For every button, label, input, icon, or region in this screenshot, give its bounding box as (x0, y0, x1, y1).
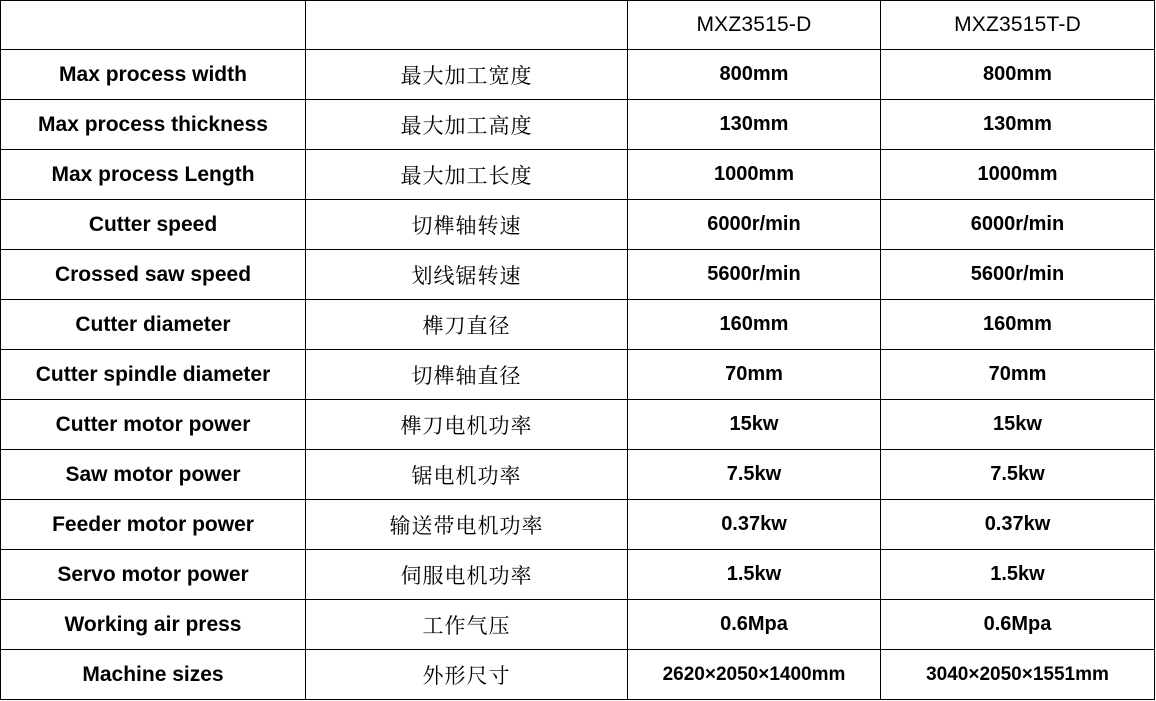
spec-name-cn: 划线锯转速 (306, 250, 628, 300)
value-model-2: 15kw (881, 400, 1155, 450)
table-row (1, 50, 1155, 100)
value-model-1: 1000mm (628, 150, 881, 200)
table-row (1, 500, 1155, 550)
table-row (1, 100, 1155, 150)
spec-name-en: Working air press (1, 600, 306, 650)
value-model-1: 130mm (628, 100, 881, 150)
value-model-1: 160mm (628, 300, 881, 350)
value-model-2: 800mm (881, 50, 1155, 100)
spec-name-en: Cutter motor power (1, 400, 306, 450)
value-model-2: 0.6Mpa (881, 600, 1155, 650)
spec-name-en: Max process Length (1, 150, 306, 200)
spec-name-cn: 榫刀直径 (306, 300, 628, 350)
value-model-2: 7.5kw (881, 450, 1155, 500)
spec-name-cn: 榫刀电机功率 (306, 400, 628, 450)
spec-name-cn: 输送带电机功率 (306, 500, 628, 550)
value-model-2: 1.5kw (881, 550, 1155, 600)
spec-name-en: Feeder motor power (1, 500, 306, 550)
value-model-1: 15kw (628, 400, 881, 450)
spec-name-cn: 工作气压 (306, 600, 628, 650)
table-row (1, 450, 1155, 500)
header-model-1: MXZ3515-D (628, 1, 881, 50)
table-row (1, 150, 1155, 200)
spec-name-en: Max process width (1, 50, 306, 100)
spec-name-cn: 外形尺寸 (306, 650, 628, 700)
table-header-row (1, 1, 1155, 50)
value-model-2: 130mm (881, 100, 1155, 150)
spec-name-en: Cutter diameter (1, 300, 306, 350)
spec-name-cn: 切榫轴转速 (306, 200, 628, 250)
value-model-1: 7.5kw (628, 450, 881, 500)
spec-name-en: Max process thickness (1, 100, 306, 150)
spec-name-cn: 锯电机功率 (306, 450, 628, 500)
value-model-2: 160mm (881, 300, 1155, 350)
value-model-1: 0.6Mpa (628, 600, 881, 650)
table-row (1, 600, 1155, 650)
header-model-2: MXZ3515T-D (881, 1, 1155, 50)
spec-name-cn: 最大加工长度 (306, 150, 628, 200)
table-row (1, 200, 1155, 250)
spec-name-cn: 切榫轴直径 (306, 350, 628, 400)
header-spec-en (1, 1, 306, 50)
spec-name-en: Saw motor power (1, 450, 306, 500)
spec-name-en: Machine sizes (1, 650, 306, 700)
table-row (1, 550, 1155, 600)
spec-name-cn: 最大加工高度 (306, 100, 628, 150)
value-model-2: 5600r/min (881, 250, 1155, 300)
value-model-1: 0.37kw (628, 500, 881, 550)
value-model-2: 0.37kw (881, 500, 1155, 550)
header-spec-cn (306, 1, 628, 50)
spec-name-en: Crossed saw speed (1, 250, 306, 300)
value-model-2: 6000r/min (881, 200, 1155, 250)
value-model-1: 5600r/min (628, 250, 881, 300)
table-row (1, 350, 1155, 400)
spec-name-en: Cutter speed (1, 200, 306, 250)
value-model-1: 800mm (628, 50, 881, 100)
value-model-1: 1.5kw (628, 550, 881, 600)
spec-name-cn: 最大加工宽度 (306, 50, 628, 100)
value-model-2: 3040×2050×1551mm (881, 650, 1155, 700)
value-model-1: 70mm (628, 350, 881, 400)
table-row (1, 650, 1155, 700)
table-row (1, 300, 1155, 350)
value-model-1: 6000r/min (628, 200, 881, 250)
table-row (1, 400, 1155, 450)
table-row (1, 250, 1155, 300)
value-model-1: 2620×2050×1400mm (628, 650, 881, 700)
spec-name-en: Cutter spindle diameter (1, 350, 306, 400)
value-model-2: 70mm (881, 350, 1155, 400)
value-model-2: 1000mm (881, 150, 1155, 200)
spec-name-en: Servo motor power (1, 550, 306, 600)
spec-name-cn: 伺服电机功率 (306, 550, 628, 600)
